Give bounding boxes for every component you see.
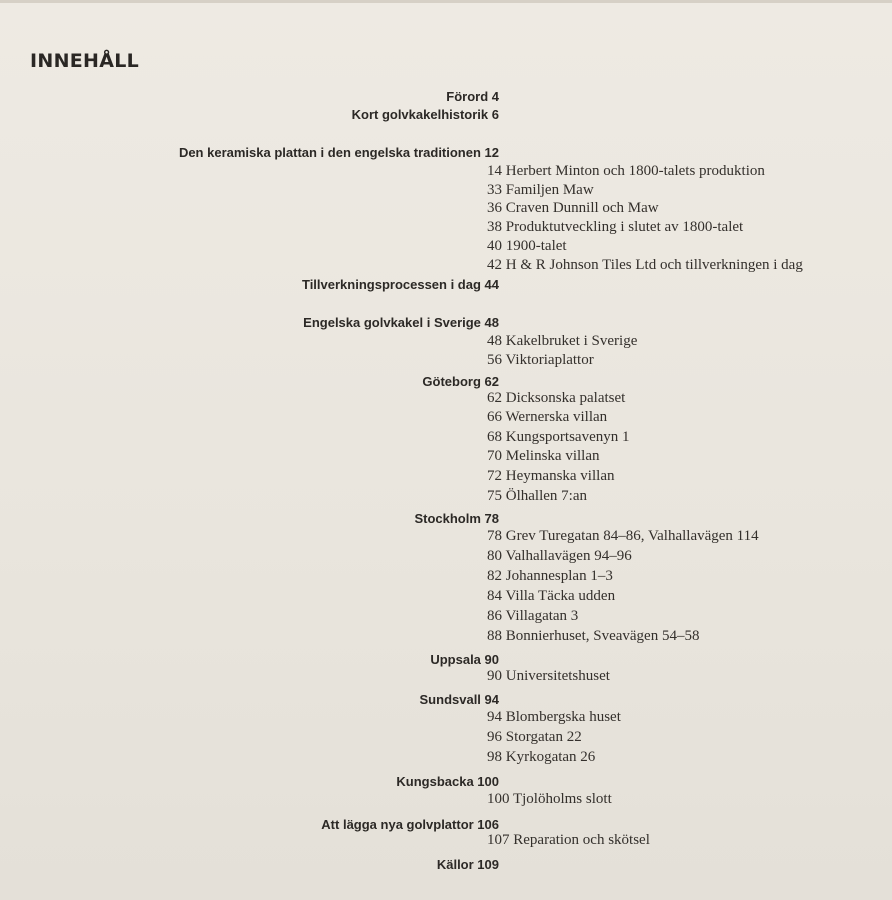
toc-section-entry: Stockholm 78 bbox=[414, 511, 499, 526]
toc-subentry: 100 Tjolöholms slott bbox=[487, 791, 612, 807]
toc-subentry: 75 Ölhallen 7:an bbox=[487, 488, 587, 504]
toc-section-entry: Tillverkningsprocessen i dag 44 bbox=[301, 277, 499, 292]
toc-subentry: 98 Kyrkogatan 26 bbox=[487, 749, 596, 765]
toc-subentry: 88 Bonnierhuset, Sveavägen 54–58 bbox=[487, 628, 700, 644]
toc-subentry: 72 Heymanska villan bbox=[487, 468, 615, 484]
toc-subentry: 96 Storgatan 22 bbox=[487, 729, 582, 745]
toc-section-entry: Kort golvkakelhistorik 6 bbox=[351, 107, 499, 122]
toc-subentry: 80 Valhallavägen 94–96 bbox=[487, 548, 632, 564]
toc-subentry: 94 Blombergska huset bbox=[487, 709, 621, 725]
toc-section-entry: Förord 4 bbox=[446, 89, 499, 104]
toc-subentry: 90 Universitetshuset bbox=[487, 668, 610, 684]
toc-section-entry: Sundsvall 94 bbox=[419, 692, 499, 707]
toc-subentry: 36 Craven Dunnill och Maw bbox=[487, 200, 659, 216]
toc-subentry: 86 Villagatan 3 bbox=[487, 608, 579, 624]
toc-subentry: 33 Familjen Maw bbox=[487, 182, 594, 198]
page-edge bbox=[0, 0, 892, 3]
toc-subentry: 107 Reparation och skötsel bbox=[487, 832, 650, 848]
toc-subentry: 78 Grev Turegatan 84–86, Valhallavägen 114 bbox=[487, 528, 759, 544]
toc-subentry: 48 Kakelbruket i Sverige bbox=[487, 333, 638, 349]
toc-subentry: 84 Villa Täcka udden bbox=[487, 588, 616, 604]
contents-heading: INNEHÅLL bbox=[30, 50, 140, 72]
toc-subentry: 56 Viktoriaplattor bbox=[487, 352, 594, 368]
toc-subentry: 14 Herbert Minton och 1800-talets produktion bbox=[487, 163, 765, 179]
toc-subentry: 68 Kungsportsavenyn 1 bbox=[487, 429, 630, 445]
toc-section-entry: Uppsala 90 bbox=[430, 652, 499, 667]
toc-section-entry: Den keramiska plattan i den engelska traditionen 12 bbox=[178, 145, 499, 160]
toc-subentry: 40 1900-talet bbox=[487, 238, 567, 254]
toc-section-entry: Att lägga nya golvplattor 106 bbox=[321, 817, 499, 832]
toc-section-entry: Källor 109 bbox=[436, 857, 499, 872]
toc-subentry: 66 Wernerska villan bbox=[487, 409, 608, 425]
toc-section-entry: Göteborg 62 bbox=[422, 374, 499, 389]
toc-subentry: 82 Johannesplan 1–3 bbox=[487, 568, 613, 584]
toc-subentry: 42 H & R Johnson Tiles Ltd och tillverkningen i dag bbox=[487, 257, 803, 273]
toc-subentry: 70 Melinska villan bbox=[487, 448, 600, 464]
toc-section-entry: Kungsbacka 100 bbox=[396, 774, 499, 789]
toc-subentry: 62 Dicksonska palatset bbox=[487, 390, 626, 406]
toc-subentry: 38 Produktutveckling i slutet av 1800-talet bbox=[487, 219, 744, 235]
toc-section-entry: Engelska golvkakel i Sverige 48 bbox=[303, 315, 499, 330]
